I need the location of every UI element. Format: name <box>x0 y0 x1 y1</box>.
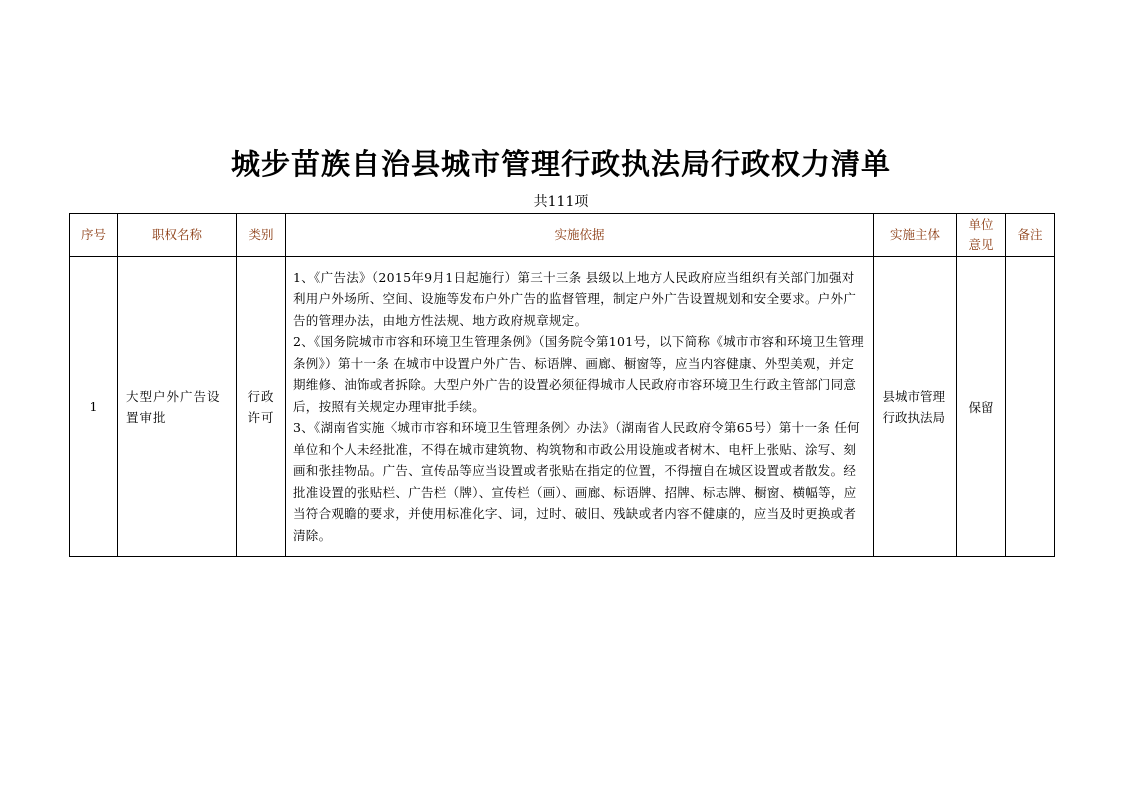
cell-type <box>237 257 286 557</box>
header-basis: 实施依据 <box>286 214 874 257</box>
header-unit-opinion <box>957 214 1006 257</box>
table-header-row <box>70 214 1055 257</box>
cell-subject <box>874 257 957 557</box>
cell-unit-opinion: 保留 <box>957 257 1006 557</box>
cell-basis <box>286 257 874 557</box>
cell-power-name: 大型户外广告设置审批 <box>118 257 237 557</box>
basis-item-3: 3、《湖南省实施〈城市市容和环境卫生管理条例〉办法》（湖南省人民政府令第65号）第十一条 任何单位和个人未经批准，不得在城市建筑物、构筑物和市政公用设施或者树木、电杆上张贴、涂写、刻画和张挂物品。广告、宣传品等应当设置或者张贴在指定的位置，不得擅自在城区设置或者散发。经批准设置的张贴栏、广告栏（牌）、宣传栏（画）、画廊、标语牌、招牌、标志牌、橱窗、横幅等，应当符合观瞻的要求，并使用标准化字、词，过时、破旧、残缺或者内容不健康的，应当及时更换或者清除。 <box>293 420 860 543</box>
header-unit-opinion-text: 单位意见 <box>968 217 994 252</box>
header-subject: 实施主体 <box>874 214 957 257</box>
header-type: 类别 <box>237 214 286 257</box>
page-title: 城步苗族自治县城市管理行政执法局行政权力清单 <box>230 147 891 181</box>
cell-remarks <box>1006 257 1055 557</box>
header-name: 职权名称 <box>118 214 237 257</box>
cell-seq: 1 <box>70 257 118 557</box>
power-list-table <box>69 213 1055 557</box>
basis-item-1: 1、《广告法》（2015年9月1日起施行）第三十三条 县级以上地方人民政府应当组织有关部门加强对利用户外场所、空间、设施等发布户外广告的监督管理，制定户外广告设置规划和安全要求。户外广告的管理办法，由地方性法规、地方政府规章规定。 <box>293 269 857 328</box>
header-remarks: 备注 <box>1006 214 1055 257</box>
table-row <box>70 257 1055 557</box>
header-seq: 序号 <box>70 214 118 257</box>
basis-item-2: 2、《国务院城市市容和环境卫生管理条例》（国务院令第101号，以下简称《城市市容和环境卫生管理条例》）第十一条 在城市中设置户外广告、标语牌、画廊、橱窗等，应当内容健康、外型美观，并定期维修、油饰或者拆除。大型户外广告的设置必须征得城市人民政府市容环境卫生行政主管部门同意后，按照有关规定办理审批手续。 <box>293 334 864 414</box>
cell-subject-text: 县城市管理行政执法局 <box>882 388 946 425</box>
cell-type-text: 行政许可 <box>247 388 275 425</box>
item-count: 共111项 <box>533 194 589 210</box>
